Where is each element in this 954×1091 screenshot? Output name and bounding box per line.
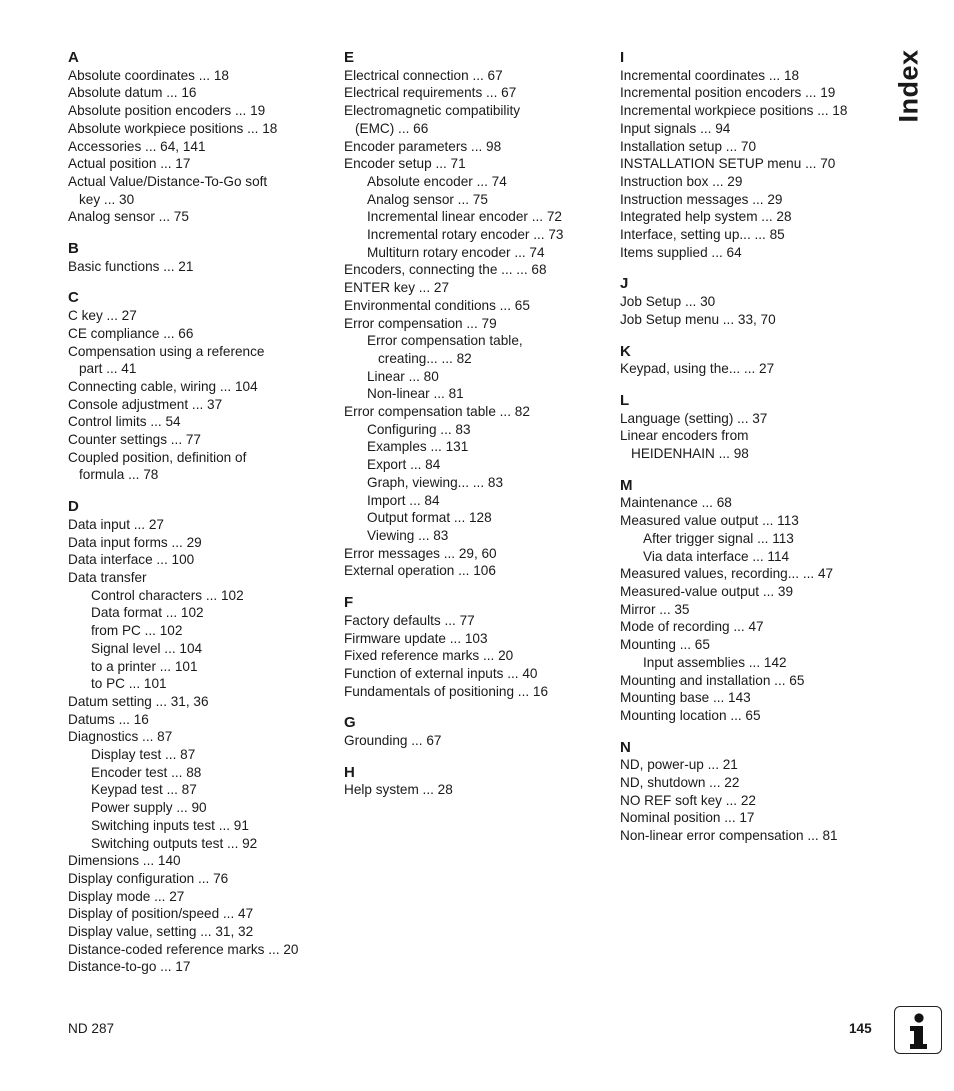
index-section-c [68, 289, 333, 484]
index-entry: Switching outputs test ... 92 [91, 835, 258, 851]
index-entry-continuation: (EMC) ... 66 [355, 120, 429, 136]
index-entry: Measured value output ... 113 [620, 513, 799, 529]
section-letter: B [68, 240, 79, 258]
index-entry-continuation: formula ... 78 [79, 467, 159, 483]
index-entry: Job Setup menu ... 33, 70 [620, 311, 776, 327]
index-entry: External operation ... 106 [344, 563, 496, 579]
index-entry: Error messages ... 29, 60 [344, 545, 497, 561]
section-letter: G [344, 714, 356, 732]
index-entry: Electrical requirements ... 67 [344, 85, 517, 101]
index-entry: Linear ... 80 [367, 368, 439, 384]
section-letter: D [68, 498, 79, 516]
index-entry: Analog sensor ... 75 [68, 209, 189, 225]
index-entry: Graph, viewing... ... 83 [367, 474, 504, 490]
index-entry: After trigger signal ... 113 [643, 530, 794, 546]
index-entry: Electrical connection ... 67 [344, 67, 503, 83]
section-letter: K [620, 342, 631, 360]
index-entry: Environmental conditions ... 65 [344, 297, 530, 313]
index-entry: Input signals ... 94 [620, 120, 731, 136]
index-entry: Accessories ... 64, 141 [68, 138, 206, 154]
index-entry: Absolute position encoders ... 19 [68, 103, 266, 119]
index-entry: Input assemblies ... 142 [643, 654, 787, 670]
index-entry: to PC ... 101 [91, 676, 167, 692]
index-section-k [620, 343, 885, 378]
index-section-j [620, 275, 885, 328]
index-entry: Console adjustment ... 37 [68, 396, 223, 412]
index-entry: from PC ... 102 [91, 623, 183, 639]
section-letter: F [344, 594, 354, 612]
index-entry: Display test ... 87 [91, 747, 196, 763]
index-entry: Actual Value/Distance-To-Go soft [68, 173, 268, 189]
index-entry: Interface, setting up... ... 85 [620, 227, 785, 243]
index-entry: Import ... 84 [367, 492, 440, 508]
index-entry: C key ... 27 [68, 308, 137, 324]
index-section-b [68, 240, 333, 275]
index-section-d [68, 498, 333, 976]
index-section-i [620, 49, 885, 261]
index-entry: Maintenance ... 68 [620, 495, 732, 511]
index-entry: NO REF soft key ... 22 [620, 792, 756, 808]
index-entry: Mounting ... 65 [620, 637, 710, 653]
index-entry: Signal level ... 104 [91, 640, 203, 656]
index-entry: Absolute workpiece positions ... 18 [68, 120, 278, 136]
index-entry: Instruction messages ... 29 [620, 191, 783, 207]
footer-product: ND 287 [68, 1021, 115, 1036]
section-letter: N [620, 738, 631, 756]
index-entry: Data format ... 102 [91, 605, 204, 621]
index-entry: Export ... 84 [367, 457, 441, 473]
index-entry: Mirror ... 35 [620, 601, 690, 617]
index-column-1 [68, 49, 333, 990]
index-entry: Viewing ... 83 [367, 527, 449, 543]
index-section-n [620, 739, 885, 845]
index-entry: Datum setting ... 31, 36 [68, 693, 209, 709]
index-entry: Output format ... 128 [367, 510, 492, 526]
index-entry: Display of position/speed ... 47 [68, 906, 254, 922]
index-entry: Error compensation ... 79 [344, 315, 497, 331]
index-section-a [68, 49, 333, 226]
index-entry: ND, power-up ... 21 [620, 757, 738, 773]
section-letter: C [68, 289, 79, 307]
index-entry: Fixed reference marks ... 20 [344, 648, 514, 664]
index-entry: Items supplied ... 64 [620, 244, 742, 260]
index-entry: Connecting cable, wiring ... 104 [68, 378, 258, 394]
index-entry: Multiturn rotary encoder ... 74 [367, 244, 545, 260]
index-entry: Encoders, connecting the ... ... 68 [344, 262, 547, 278]
index-entry: Mounting and installation ... 65 [620, 672, 805, 688]
index-entry: Examples ... 131 [367, 439, 469, 455]
index-entry: Firmware update ... 103 [344, 630, 488, 646]
index-entry: Help system ... 28 [344, 782, 453, 798]
index-entry: Error compensation table ... 82 [344, 404, 530, 420]
index-column-2 [344, 49, 609, 813]
index-entry: Distance-to-go ... 17 [68, 959, 191, 975]
index-entry: Installation setup ... 70 [620, 138, 757, 154]
index-entry: Control limits ... 54 [68, 414, 181, 430]
index-entry: Distance-coded reference marks ... 20 [68, 941, 299, 957]
section-letter: A [68, 49, 79, 66]
index-entry: Grounding ... 67 [344, 733, 442, 749]
index-entry: Keypad, using the... ... 27 [620, 361, 775, 377]
index-entry: Encoder parameters ... 98 [344, 138, 502, 154]
index-entry: Linear encoders from [620, 428, 749, 444]
index-entry: Counter settings ... 77 [68, 432, 201, 448]
index-entry: Analog sensor ... 75 [367, 191, 488, 207]
side-title-text: Index [893, 49, 924, 123]
index-entry: Electromagnetic compatibility [344, 103, 521, 119]
index-section-e [344, 49, 609, 580]
side-title [889, 47, 929, 125]
info-icon [894, 1006, 942, 1054]
index-entry: Measured values, recording... ... 47 [620, 566, 834, 582]
index-entry: Fundamentals of positioning ... 16 [344, 683, 549, 699]
index-entry: Incremental workpiece positions ... 18 [620, 103, 848, 119]
index-entry: Display mode ... 27 [68, 888, 185, 904]
index-entry: Nominal position ... 17 [620, 810, 755, 826]
index-entry: Instruction box ... 29 [620, 173, 743, 189]
index-entry: Incremental linear encoder ... 72 [367, 209, 562, 225]
index-entry: Non-linear error compensation ... 81 [620, 828, 838, 844]
index-entry: Display value, setting ... 31, 32 [68, 924, 254, 940]
section-letter: H [344, 763, 355, 781]
index-entry: Configuring ... 83 [367, 421, 471, 437]
index-entry: Non-linear ... 81 [367, 386, 464, 402]
section-letter: J [620, 275, 629, 293]
index-entry: Factory defaults ... 77 [344, 612, 475, 628]
index-entry: Absolute encoder ... 74 [367, 173, 507, 189]
section-letter: M [620, 476, 633, 494]
section-letter: I [620, 49, 625, 66]
index-section-f [344, 594, 609, 700]
index-entry: Datums ... 16 [68, 711, 149, 727]
index-entry: Keypad test ... 87 [91, 782, 197, 798]
index-entry-continuation: key ... 30 [79, 191, 135, 207]
page-number: 145 [849, 1021, 872, 1036]
index-entry: ENTER key ... 27 [344, 280, 450, 296]
index-section-g [344, 714, 609, 749]
index-entry-continuation: creating... ... 82 [378, 350, 472, 366]
index-entry: Incremental position encoders ... 19 [620, 85, 836, 101]
index-entry: CE compliance ... 66 [68, 325, 194, 341]
index-entry: Mounting location ... 65 [620, 707, 761, 723]
index-entry: Measured-value output ... 39 [620, 583, 794, 599]
index-entry: Encoder test ... 88 [91, 764, 202, 780]
index-entry: Incremental coordinates ... 18 [620, 67, 800, 83]
index-entry: Mode of recording ... 47 [620, 619, 764, 635]
section-letter: E [344, 49, 355, 66]
section-letter: L [620, 391, 630, 409]
index-entry: Via data interface ... 114 [643, 548, 790, 564]
index-entry: Basic functions ... 21 [68, 258, 194, 274]
index-entry: Function of external inputs ... 40 [344, 665, 538, 681]
index-entry: Diagnostics ... 87 [68, 729, 173, 745]
index-entry: Coupled position, definition of [68, 449, 247, 465]
index-entry: Absolute coordinates ... 18 [68, 67, 229, 83]
index-entry: Data input ... 27 [68, 516, 164, 532]
index-entry: Actual position ... 17 [68, 156, 191, 172]
index-entry: Data transfer [68, 569, 147, 585]
index-entry: Integrated help system ... 28 [620, 209, 792, 225]
index-entry: Dimensions ... 140 [68, 853, 181, 869]
index-entry: Switching inputs test ... 91 [91, 817, 249, 833]
index-entry-continuation: HEIDENHAIN ... 98 [631, 446, 749, 462]
index-section-m [620, 477, 885, 725]
index-entry: INSTALLATION SETUP menu ... 70 [620, 156, 836, 172]
index-entry: ND, shutdown ... 22 [620, 775, 740, 791]
index-entry: Incremental rotary encoder ... 73 [367, 227, 564, 243]
index-column-3 [620, 49, 885, 859]
index-entry: Job Setup ... 30 [620, 294, 716, 310]
index-section-h [344, 764, 609, 799]
index-entry: Mounting base ... 143 [620, 690, 751, 706]
index-entry: Encoder setup ... 71 [344, 156, 466, 172]
index-entry: Display configuration ... 76 [68, 870, 229, 886]
index-entry: Data interface ... 100 [68, 552, 195, 568]
index-entry: Compensation using a reference [68, 343, 265, 359]
index-entry: Error compensation table, [367, 333, 523, 349]
index-entry-continuation: part ... 41 [79, 361, 137, 377]
index-entry: to a printer ... 101 [91, 658, 198, 674]
index-entry: Power supply ... 90 [91, 800, 207, 816]
index-section-l [620, 392, 885, 463]
index-entry: Data input forms ... 29 [68, 534, 202, 550]
index-entry: Absolute datum ... 16 [68, 85, 197, 101]
index-entry: Language (setting) ... 37 [620, 410, 768, 426]
index-entry: Control characters ... 102 [91, 587, 244, 603]
